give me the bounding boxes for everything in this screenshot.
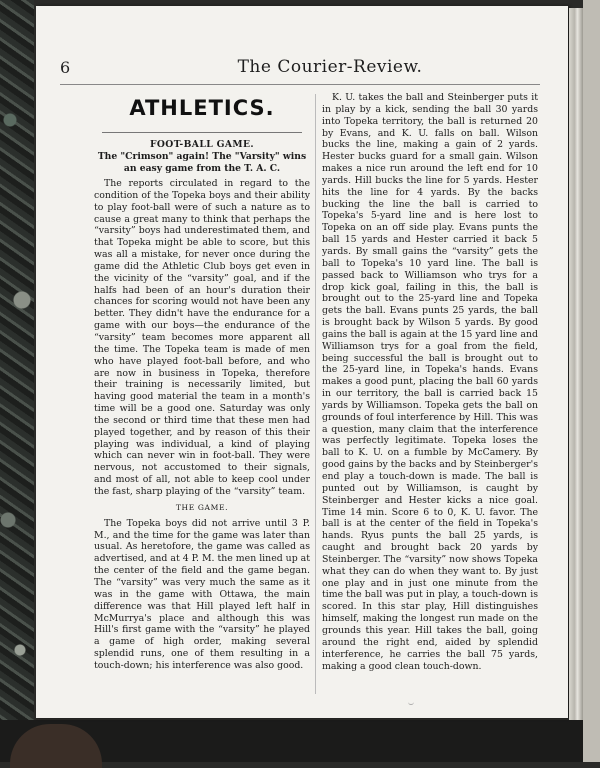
header-rule: [60, 84, 540, 85]
game-subhead: THE GAME.: [175, 502, 229, 512]
marbled-cover-edge: [0, 0, 34, 762]
left-column: [94, 92, 310, 692]
column-rule: [315, 94, 316, 694]
section-heading: ATHLETICS.: [129, 96, 275, 120]
article-title: FOOT-BALL GAME.: [149, 139, 254, 150]
intro-paragraph: The reports circulated in regard to the condition of the Topeka boys and their ability to play foot-ball were of such a nature as to cause a great many to think that perhaps the “varsity” boys had underestimated them, and that Topeka might be able to score, but this was all a mistake, for never once during the game did the Athletic Club boys get even in the vicinity of the “varsity” goal, and if the halfs had been of an hour's duration their chances for scoring would not have been any better. They didn't have the endurance for a game with our boys—the endurance of the “varsity” team becomes more apparent all the time. The Topeka team is made of men who have played foot-ball before, and who are now in business in Topeka, therefore their training is necessarily limited, but having good material the team in a month's time will be a good one. Saturday was only the second or third time that these men had played together, and by reason of this their playing was individual, a kind of playing which can never win in foot-ball. They were nervous, not accustomed to their signals, and most of all, not able to keep cool under the fast, sharp playing of the “varsity” team.: [94, 178, 310, 497]
page-edge: [569, 8, 583, 720]
right-column: [322, 92, 538, 692]
scan-margin: [583, 0, 600, 762]
game-paragraph: The Topeka boys did not arrive until 3 P. M., and the time for the game was later than usual. As heretofore, the game was called as advertised, and at 4 P. M. the men lined up at the center of the field and the game began. The “varsity” was very much the same as it was in the game with Ottawa, the main difference was that Hill played left half in McMurrya's place and although this was Hill's first game with the “varsity” he played a game of high order, making several splendid runs, one of them resulting in a touch-down; his interference was also good.: [94, 517, 310, 671]
article-subtitle: The "Crimson" again! The "Varsity" wins an easy game from the T. A. C.: [97, 151, 307, 174]
section-rule: [102, 132, 302, 133]
page-number: 6: [60, 58, 71, 77]
running-title: The Courier-Review.: [237, 57, 423, 77]
play-by-play-paragraph: K. U. takes the ball and Steinberger puts it in play by a kick, sending the ball 30 yards into Topeka territory, the ball is returned 20 by Evans, and K. U. falls on ball. Wilson bucks the line, making a gain of 2 yards. Hester bucks guard for a small gain. Wilson makes a nice run around the left end for 10 yards. Hill bucks the line for 5 yards. Hester hits the line for 4 yards. By the backs bucking the line the ball is carried to Topeka's 5-yard line and is here lost to Topeka on an off side play. Evans punts the ball 15 yards and Hester carried it back 5 yards. By small gains the “varsity” gets the ball to Topeka's 10 yard line. The ball is passed back to Williamson who trys for a drop kick goal, failing in this, the ball is brought out to the 25-yard line and Topeka gets the ball. Evans punts 25 yards, the ball is brought back by Wilson 5 yards. By good gains the ball is again at the 15 yard line and Williamson trys for a goal from the field, being successful the ball is brought out to the 25-yard line, in Topeka's hands. Evans makes a good punt, placing the ball 60 yards in our territory, the ball is carried back 15 yards by Williamson. Topeka gets the ball on grounds of foul interference by Hill. This was a question, many claim that the interference was perfectly legitimate. Topeka loses the ball to K. U. on a fumble by McCamery. By good gains by the backs and by Steinberger's end play a touch-down is made. The ball is punted out by Williamson, is caught by Steinberger and Hester kicks a nice goal. Time 14 min. Score 6 to 0, K. U. favor. The ball is at the center of the field in Topeka's hands. Ryus punts the ball 25 yards, is caught and brought back 20 yards by Steinberger. The “varsity” now shows Topeka what they can do when they want to. By just one play and in just one minute from the time the ball was put in play, a touch-down is scored. In this star play, Hill distinguishes himself, making the longest run made on the grounds this year. Hill takes the ball, going around the right end, aided by splendid interference, he carries the ball 75 yards, making a good clean touch-down.: [322, 92, 538, 672]
